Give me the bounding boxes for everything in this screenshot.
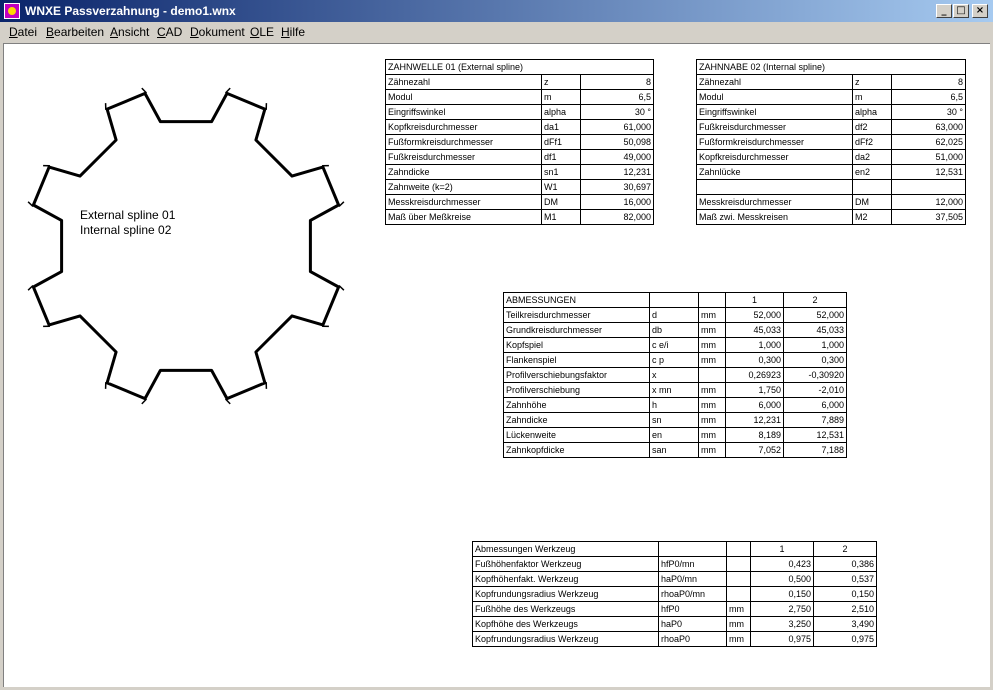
shaft-table-title: ZAHNWELLE 01 (External spline) [386, 60, 654, 75]
param-name: Modul [697, 90, 853, 105]
param-symbol: sn [650, 413, 699, 428]
param-name: Kopfspiel [504, 338, 650, 353]
param-symbol: c p [650, 353, 699, 368]
param-value: 37,505 [892, 210, 966, 225]
header-value-1: 1 [751, 542, 814, 557]
param-value: 61,000 [581, 120, 654, 135]
param-unit: mm [699, 428, 726, 443]
value-2: -0,30920 [784, 368, 847, 383]
param-value [892, 180, 966, 195]
table-row [386, 195, 654, 210]
param-symbol: hfP0/mn [659, 557, 727, 572]
maximize-button[interactable] [953, 4, 969, 18]
table-row [386, 150, 654, 165]
param-symbol: sn1 [542, 165, 581, 180]
param-symbol: M2 [853, 210, 892, 225]
param-unit: mm [699, 443, 726, 458]
value-1: 0,300 [726, 353, 784, 368]
table-row [473, 617, 877, 632]
param-name: Profilverschiebung [504, 383, 650, 398]
param-value: 82,000 [581, 210, 654, 225]
value-1: 45,033 [726, 323, 784, 338]
table-row [504, 428, 847, 443]
value-1: 1,750 [726, 383, 784, 398]
minimize-icon: _ [941, 5, 947, 16]
maximize-icon: □ [956, 5, 966, 16]
param-unit: mm [727, 602, 751, 617]
value-2: 7,188 [784, 443, 847, 458]
value-1: 0,975 [751, 632, 814, 647]
table-row [386, 210, 654, 225]
table-header [504, 293, 847, 308]
param-name [697, 180, 853, 195]
param-name: Zahnweite (k=2) [386, 180, 542, 195]
close-icon: × [975, 5, 985, 16]
header-param-unit [727, 542, 751, 557]
param-name: Eingriffswinkel [697, 105, 853, 120]
table-row [697, 90, 966, 105]
table-row [504, 398, 847, 413]
param-value: 12,231 [581, 165, 654, 180]
value-1: 0,500 [751, 572, 814, 587]
param-name: Lückenweite [504, 428, 650, 443]
table-row [386, 165, 654, 180]
header-value-2: 2 [784, 293, 847, 308]
value-2: 0,975 [814, 632, 877, 647]
param-value: 63,000 [892, 120, 966, 135]
table-row [386, 90, 654, 105]
value-2: 0,537 [814, 572, 877, 587]
value-1: 12,231 [726, 413, 784, 428]
param-name: Zahnkopfdicke [504, 443, 650, 458]
param-symbol: c e/i [650, 338, 699, 353]
value-2: 0,150 [814, 587, 877, 602]
param-value: 12,531 [892, 165, 966, 180]
param-name: Profilverschiebungsfaktor [504, 368, 650, 383]
hub-table-title: ZAHNNABE 02 (Internal spline) [697, 60, 966, 75]
value-2: 0,386 [814, 557, 877, 572]
menu-hilfe[interactable]: Hilfe [281, 25, 306, 39]
hub-table [696, 59, 966, 225]
param-value: 49,000 [581, 150, 654, 165]
param-symbol: dFf2 [853, 135, 892, 150]
menu-ansicht[interactable]: Ansicht [110, 25, 150, 39]
value-2: 12,531 [784, 428, 847, 443]
param-name: Grundkreisdurchmesser [504, 323, 650, 338]
param-unit [727, 557, 751, 572]
param-unit: mm [699, 323, 726, 338]
header-param-unit [699, 293, 726, 308]
window-title: WNXE Passverzahnung - demo1.wnx [25, 4, 236, 18]
param-unit: mm [727, 617, 751, 632]
param-symbol: da2 [853, 150, 892, 165]
param-symbol [853, 180, 892, 195]
param-name: Zahnlücke [697, 165, 853, 180]
param-value: 30 ° [892, 105, 966, 120]
param-symbol: df2 [853, 120, 892, 135]
param-symbol: z [542, 75, 581, 90]
table-row [386, 180, 654, 195]
header-value-2: 2 [814, 542, 877, 557]
param-name: Maß über Meßkreise [386, 210, 542, 225]
table-row [697, 120, 966, 135]
value-1: 1,000 [726, 338, 784, 353]
param-unit [727, 572, 751, 587]
param-value: 50,098 [581, 135, 654, 150]
table-row [386, 135, 654, 150]
table-row [504, 338, 847, 353]
table-row [473, 572, 877, 587]
value-1: 8,189 [726, 428, 784, 443]
param-name: Kopfhöhe des Werkzeugs [473, 617, 659, 632]
param-symbol: haP0 [659, 617, 727, 632]
param-name: Messkreisdurchmesser [697, 195, 853, 210]
value-2: 0,300 [784, 353, 847, 368]
value-2: 45,033 [784, 323, 847, 338]
param-value: 62,025 [892, 135, 966, 150]
param-name: Kopfrundungsradius Werkzeug [473, 632, 659, 647]
internal-spline-label: Internal spline 02 [80, 223, 172, 237]
menu-datei[interactable]: Datei [9, 25, 38, 39]
param-unit: mm [699, 353, 726, 368]
menu-ole[interactable]: OLE [250, 25, 275, 39]
param-symbol: DM [542, 195, 581, 210]
dimensions-table [503, 292, 847, 458]
param-name: Kopfhöhenfakt. Werkzeug [473, 572, 659, 587]
value-1: 0,423 [751, 557, 814, 572]
param-value: 30,697 [581, 180, 654, 195]
param-symbol: W1 [542, 180, 581, 195]
param-value: 8 [581, 75, 654, 90]
table-row [504, 323, 847, 338]
param-symbol: db [650, 323, 699, 338]
param-name: Teilkreisdurchmesser [504, 308, 650, 323]
param-symbol: M1 [542, 210, 581, 225]
param-symbol: alpha [542, 105, 581, 120]
menu-dokument[interactable]: Dokument [190, 25, 245, 39]
param-symbol: z [853, 75, 892, 90]
spline-outline [33, 93, 338, 398]
param-symbol: alpha [853, 105, 892, 120]
spline-drawing[interactable] [6, 66, 366, 426]
param-name: Kopfrundungsradius Werkzeug [473, 587, 659, 602]
param-unit: mm [699, 338, 726, 353]
header-param-symbol [650, 293, 699, 308]
value-1: 7,052 [726, 443, 784, 458]
external-spline-label: External spline 01 [80, 208, 176, 222]
param-symbol: da1 [542, 120, 581, 135]
param-name: Fußformkreisdurchmesser [697, 135, 853, 150]
value-1: 3,250 [751, 617, 814, 632]
table-row [386, 105, 654, 120]
param-symbol: m [853, 90, 892, 105]
param-name: Maß zwi. Messkreisen [697, 210, 853, 225]
close-button[interactable] [972, 4, 988, 18]
param-unit: mm [699, 413, 726, 428]
param-symbol: m [542, 90, 581, 105]
param-value: 12,000 [892, 195, 966, 210]
param-symbol: d [650, 308, 699, 323]
table-header [473, 542, 877, 557]
value-2: 52,000 [784, 308, 847, 323]
param-symbol: san [650, 443, 699, 458]
param-name: Zahndicke [386, 165, 542, 180]
param-symbol: df1 [542, 150, 581, 165]
table-row [386, 75, 654, 90]
param-name: Zahndicke [504, 413, 650, 428]
value-2: 7,889 [784, 413, 847, 428]
table-row [473, 557, 877, 572]
menu-bar [0, 22, 993, 41]
param-unit [727, 587, 751, 602]
param-symbol: hfP0 [659, 602, 727, 617]
table-row [504, 443, 847, 458]
shaft-table [385, 59, 654, 225]
header-param-name: ABMESSUNGEN [504, 293, 650, 308]
table-row [697, 165, 966, 180]
param-symbol: en [650, 428, 699, 443]
param-name: Messkreisdurchmesser [386, 195, 542, 210]
param-symbol: x [650, 368, 699, 383]
param-symbol: haP0/mn [659, 572, 727, 587]
header-value-1: 1 [726, 293, 784, 308]
param-name: Fußkreisdurchmesser [697, 120, 853, 135]
value-2: 3,490 [814, 617, 877, 632]
param-value: 16,000 [581, 195, 654, 210]
header-param-name: Abmessungen Werkzeug [473, 542, 659, 557]
param-name: Zähnezahl [697, 75, 853, 90]
param-symbol: x mn [650, 383, 699, 398]
value-2: 6,000 [784, 398, 847, 413]
param-value: 51,000 [892, 150, 966, 165]
value-1: 2,750 [751, 602, 814, 617]
table-row [473, 632, 877, 647]
param-value: 6,5 [581, 90, 654, 105]
param-unit: mm [699, 308, 726, 323]
table-row [697, 195, 966, 210]
param-value: 30 ° [581, 105, 654, 120]
param-name: Fußkreisdurchmesser [386, 150, 542, 165]
menu-bearbeiten[interactable]: Bearbeiten [46, 25, 105, 39]
document-area[interactable] [3, 43, 990, 687]
value-1: 0,26923 [726, 368, 784, 383]
param-name: Eingriffswinkel [386, 105, 542, 120]
param-symbol: rhoaP0 [659, 632, 727, 647]
table-row [697, 135, 966, 150]
table-row [473, 602, 877, 617]
param-name: Fußformkreisdurchmesser [386, 135, 542, 150]
value-2: 2,510 [814, 602, 877, 617]
param-name: Zähnezahl [386, 75, 542, 90]
table-row [504, 368, 847, 383]
app-icon[interactable] [4, 3, 20, 19]
param-unit [699, 368, 726, 383]
table-row [504, 383, 847, 398]
tool-table [472, 541, 877, 647]
table-row [697, 75, 966, 90]
param-symbol: en2 [853, 165, 892, 180]
param-value: 8 [892, 75, 966, 90]
header-param-symbol [659, 542, 727, 557]
param-symbol: dFf1 [542, 135, 581, 150]
value-2: 1,000 [784, 338, 847, 353]
param-name: Fußhöhe des Werkzeugs [473, 602, 659, 617]
param-name: Fußhöhenfaktor Werkzeug [473, 557, 659, 572]
param-unit: mm [727, 632, 751, 647]
menu-cad[interactable]: CAD [157, 25, 183, 39]
param-name: Flankenspiel [504, 353, 650, 368]
param-name: Zahnhöhe [504, 398, 650, 413]
param-symbol: rhoaP0/mn [659, 587, 727, 602]
minimize-button[interactable] [936, 4, 952, 18]
value-2: -2,010 [784, 383, 847, 398]
table-row [697, 150, 966, 165]
value-1: 0,150 [751, 587, 814, 602]
param-name: Kopfkreisdurchmesser [697, 150, 853, 165]
param-symbol: DM [853, 195, 892, 210]
table-row [386, 120, 654, 135]
table-row [504, 353, 847, 368]
param-name: Modul [386, 90, 542, 105]
value-1: 6,000 [726, 398, 784, 413]
table-row [697, 180, 966, 195]
table-row [697, 105, 966, 120]
table-row [504, 308, 847, 323]
table-row [504, 413, 847, 428]
param-symbol: h [650, 398, 699, 413]
param-value: 6,5 [892, 90, 966, 105]
table-row [697, 210, 966, 225]
value-1: 52,000 [726, 308, 784, 323]
param-name: Kopfkreisdurchmesser [386, 120, 542, 135]
table-row [473, 587, 877, 602]
param-unit: mm [699, 383, 726, 398]
param-unit: mm [699, 398, 726, 413]
title-bar[interactable] [0, 0, 993, 22]
